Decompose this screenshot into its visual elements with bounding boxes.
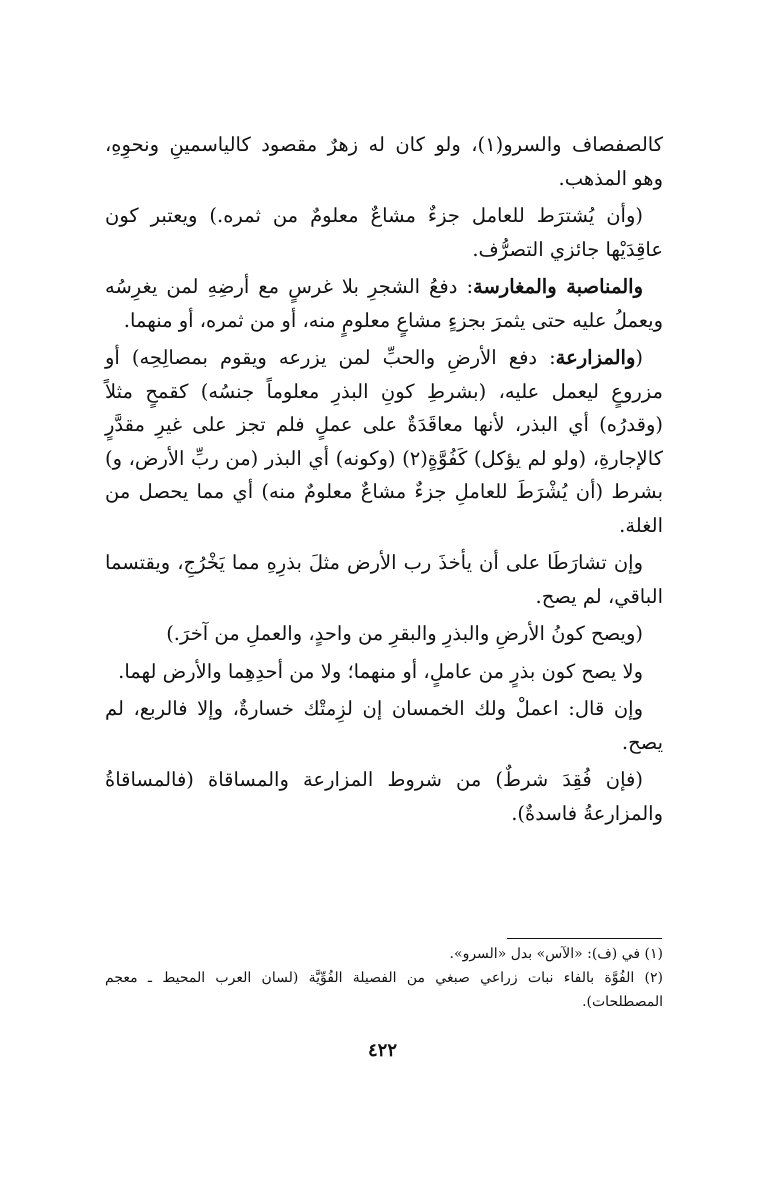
footnote-1: (١) في (ف): «الآس» بدل «السرو». [449,946,663,962]
paragraph-text: (وأن يُشترَط للعامل جزءٌ مشاعٌ معلومٌ من ثمره.) ويعتبر كون عاقِدَيْها جائزي التصرُّف. [105,204,663,261]
paragraph-text: : دفعُ الشجرِ بلا غرسٍ مع أرضِهِ لمن يغرِسُه ويعملُ عليه حتى يثمرَ بجزءٍ مشاعٍ معلومٍ منه، أو من ثمره، أو منهما. [105,275,663,332]
paragraph-text: وإن تشارَطَا على أن يأخذَ رب الأرض مثلَ بذرِهِ مما يَخْرُجِ، ويقتسما الباقي، لم يصح. [105,551,663,608]
paragraph-text: ولا يصح كون بذرٍ من عاملٍ، أو منهما؛ ولا من أحدِهِما والأرض لهما. [118,659,643,683]
footnotes [105,942,663,1014]
paragraph-6 [105,617,663,651]
paragraph-text: ( [635,346,643,369]
paragraph-5 [105,546,663,613]
paragraph-3 [105,270,663,337]
page-number: ٤٢٢ [367,1040,397,1061]
paragraph-2 [105,199,663,266]
term-heading: والمناصبة والمغارسة [473,275,643,298]
footnote-divider [507,938,662,939]
paragraph-1 [105,128,663,195]
paragraph-text: وإن قال: اعملْ ولك الخمسان إن لزِمتْك خسارةٌ، وإلا فالربع، لم يصح. [105,697,663,754]
paragraph-4 [105,341,663,542]
paragraph-8 [105,692,663,759]
paragraph-text: (فإن فُقِدَ شرطٌ) من شروط المزارعة والمساقاة (فالمساقاةُ والمزارعةُ فاسدةٌ). [105,768,663,825]
paragraph-7 [105,655,663,689]
paragraph-text: (ويصح كونُ الأرضِ والبذرِ والبقرِ من واحدٍ، والعملِ من آخرَ.) [166,622,643,645]
paragraph-text: كالصفصاف والسرو(١)، ولو كان له زهرٌ مقصود كالياسمينِ ونحوِهِ، وهو المذهب. [105,133,663,190]
footnote-2: (٢) الفُوَّة بالفاء نبات زراعي صبغي من الفصيلة الفُوِّيَّة (لسان العرب المحيط ـ معجم المصطلحات). [105,970,663,1010]
main-text [105,128,663,834]
term-heading: والمزارعة [555,346,636,369]
paragraph-text: : دفع الأرضِ والحبِّ لمن يزرعه ويقوم بمصالِحِه) أو مزروعٍ ليعمل عليه، (بشرطِ كونِ البذرِ معلوماً جنسُه) كقمحٍ مثلاً (وقدرُه) أي البذر، لأنها معاقَدَةٌ على عملٍ فلم تجز على غيرِ مقدَّرٍ كالإجارةِ، (ولو لم يؤكل) كَفُوَّةٍ(٢) (وكونه) أي البذر (من ربِّ الأرض، و) بشرط (أن يُشْرَطَ للعاملِ جزءٌ مشاعٌ معلومٌ منه) أي مما يحصل من الغلة. [105,346,663,537]
paragraph-9 [105,763,663,830]
